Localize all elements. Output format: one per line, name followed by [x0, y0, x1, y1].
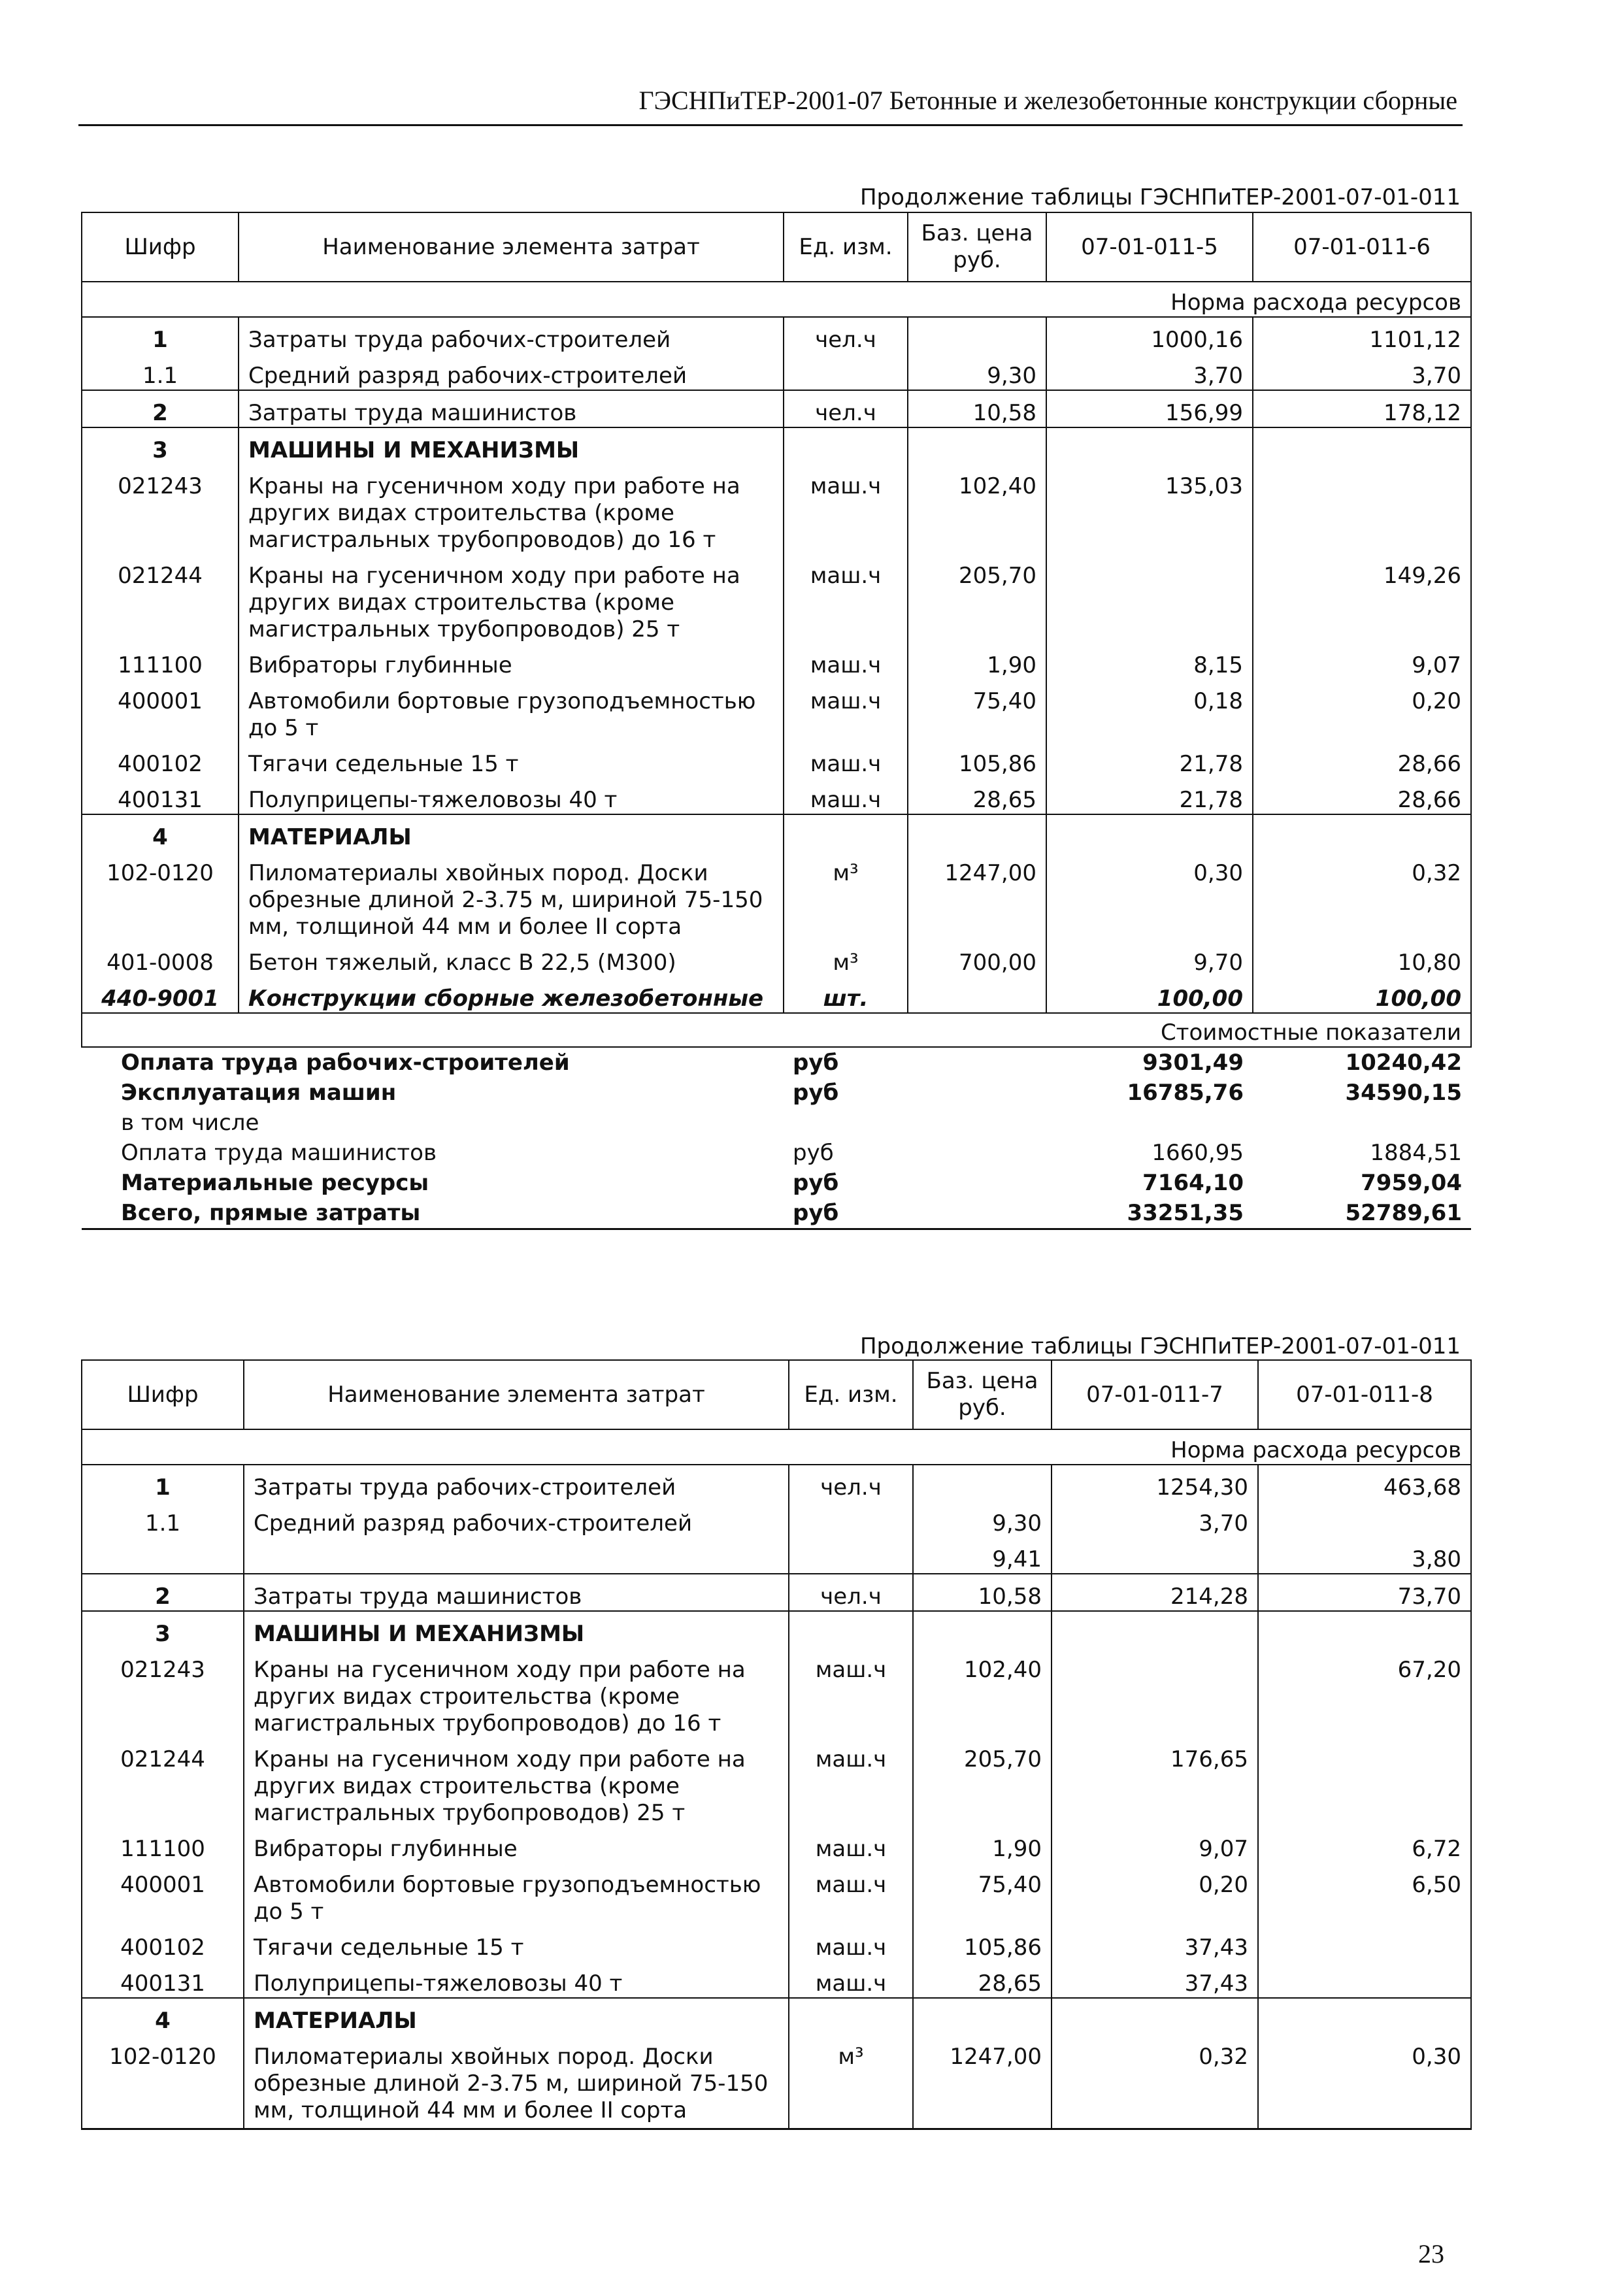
row-value-b: 73,70: [1258, 1574, 1471, 1611]
cost-name: Всего, прямые затраты: [82, 1198, 784, 1229]
col-header-name: Наименование элемента затрат: [244, 1360, 789, 1429]
col-header-name: Наименование элемента затрат: [239, 212, 784, 282]
row-value-a: 9,70: [1046, 940, 1253, 976]
row-code: 3: [82, 1611, 244, 1648]
cost-value-b: 1884,51: [1370, 1140, 1462, 1166]
table-row: [82, 976, 1471, 1013]
cost-row: [82, 1078, 1471, 1108]
row-name: Пиломатериалы хвойных пород. Доски обрезные длиной 2-3.75 м, шириной 75-150 мм, толщиной 44 мм и более II сорта: [244, 2035, 789, 2129]
cost-name: Материальные ресурсы: [121, 1170, 429, 1196]
cost-row: [82, 1108, 1471, 1138]
row-value-b: 3,70: [1253, 354, 1471, 390]
cost-price: [908, 1078, 1046, 1108]
row-price: 9,30: [913, 1501, 1052, 1537]
row-price: 1,90: [908, 643, 1046, 679]
row-name: Краны на гусеничном ходу при работе на других видах строительства (кроме магистральных трубопроводов) до 16 т: [239, 464, 784, 554]
band-costs: Стоимостные показатели: [82, 1013, 1471, 1047]
table-row: [82, 1737, 1471, 1827]
row-code: 102-0120: [82, 851, 239, 940]
table2-caption: Продолжение таблицы ГЭСНПиТЕР-2001-07-01-011: [859, 1333, 1461, 1359]
row-unit: [789, 1537, 913, 1574]
table-row: [82, 1827, 1471, 1863]
row-code: 021243: [82, 1648, 244, 1737]
row-price: [908, 317, 1046, 354]
cost-name: в том числе: [121, 1110, 259, 1136]
row-price: [908, 427, 1046, 464]
row-name: Затраты труда машинистов: [244, 1574, 789, 1611]
row-code: 1: [82, 317, 239, 354]
cost-unit: руб: [793, 1050, 839, 1076]
row-price: 28,65: [913, 1961, 1052, 1998]
table-row: [82, 679, 1471, 742]
row-price: 10,58: [913, 1574, 1052, 1611]
row-value-b: [1258, 1501, 1471, 1537]
row-value-a: [1052, 1537, 1258, 1574]
row-name: Затраты труда рабочих-строителей: [239, 317, 784, 354]
row-unit: чел.ч: [789, 1465, 913, 1501]
row-code: 1.1: [82, 354, 239, 390]
table-row: [82, 643, 1471, 679]
cost-unit: руб: [793, 1140, 834, 1166]
row-value-a: [1046, 814, 1253, 851]
row-code: 021243: [82, 464, 239, 554]
row-code: 400001: [82, 679, 239, 742]
row-unit: [789, 1611, 913, 1648]
row-name: Автомобили бортовые грузоподъемностью до 5 т: [244, 1863, 789, 1925]
row-value-a: 1000,16: [1046, 317, 1253, 354]
row-price: [913, 1998, 1052, 2035]
row-code: 021244: [82, 1737, 244, 1827]
row-name: МАТЕРИАЛЫ: [244, 1998, 789, 2035]
row-price: 205,70: [913, 1737, 1052, 1827]
table-row: [82, 1465, 1471, 1501]
row-value-a: 176,65: [1052, 1737, 1258, 1827]
cost-value-a: 1660,95: [1152, 1140, 1244, 1166]
row-value-b: [1253, 427, 1471, 464]
cost-row: [82, 1198, 1471, 1229]
row-unit: маш.ч: [789, 1961, 913, 1998]
row-value-a: [1052, 1998, 1258, 2035]
row-code: 2: [82, 1574, 244, 1611]
row-price: 205,70: [908, 554, 1046, 643]
row-value-a: 0,18: [1046, 679, 1253, 742]
row-code: 1.1: [82, 1501, 244, 1537]
table-row: [82, 464, 1471, 554]
col-header-price: Баз. цена руб.: [913, 1360, 1052, 1429]
row-value-b: 463,68: [1258, 1465, 1471, 1501]
col-header-a: 07-01-011-7: [1052, 1360, 1258, 1429]
row-value-a: 0,30: [1046, 851, 1253, 940]
col-header-price: Баз. цена руб.: [908, 212, 1046, 282]
row-name: МАТЕРИАЛЫ: [239, 814, 784, 851]
row-price: 75,40: [913, 1863, 1052, 1925]
cost-unit: руб: [784, 1198, 908, 1229]
row-price: 10,58: [908, 390, 1046, 427]
row-value-a: 0,20: [1052, 1863, 1258, 1925]
row-price: [913, 1611, 1052, 1648]
col-header-a: 07-01-011-5: [1046, 212, 1253, 282]
table-row: [82, 317, 1471, 354]
row-code: 1: [82, 1465, 244, 1501]
row-unit: [784, 814, 908, 851]
row-value-a: [1046, 554, 1253, 643]
row-unit: м³: [784, 851, 908, 940]
row-value-b: 10,80: [1253, 940, 1471, 976]
row-unit: маш.ч: [784, 742, 908, 778]
table-row: [82, 354, 1471, 390]
band-row: [82, 1013, 1471, 1047]
row-code: 102-0120: [82, 2035, 244, 2129]
row-price: 105,86: [908, 742, 1046, 778]
cost-price: [908, 1168, 1046, 1198]
cost-unit: руб: [793, 1080, 839, 1106]
row-name: Автомобили бортовые грузоподъемностью до 5 т: [239, 679, 784, 742]
row-name: Бетон тяжелый, класс В 22,5 (М300): [239, 940, 784, 976]
table2-header-row: [82, 1360, 1471, 1429]
cost-price: [908, 1108, 1046, 1138]
row-unit: [789, 1501, 913, 1537]
row-value-b: 9,07: [1253, 643, 1471, 679]
row-value-b: [1253, 464, 1471, 554]
row-unit: маш.ч: [789, 1648, 913, 1737]
row-price: 102,40: [908, 464, 1046, 554]
row-value-a: 9,07: [1052, 1827, 1258, 1863]
row-value-a: 1254,30: [1052, 1465, 1258, 1501]
row-value-a: 21,78: [1046, 742, 1253, 778]
row-unit: маш.ч: [789, 1925, 913, 1961]
row-price: 105,86: [913, 1925, 1052, 1961]
table-row: [82, 940, 1471, 976]
cost-value-a: [1046, 1108, 1253, 1138]
row-unit: чел.ч: [784, 317, 908, 354]
cost-value-b: 10240,42: [1345, 1050, 1462, 1076]
row-name: МАШИНЫ И МЕХАНИЗМЫ: [239, 427, 784, 464]
row-name: Краны на гусеничном ходу при работе на других видах строительства (кроме магистральных трубопроводов) 25 т: [244, 1737, 789, 1827]
row-name: Затраты труда рабочих-строителей: [244, 1465, 789, 1501]
cost-name: Оплата труда машинистов: [121, 1140, 437, 1166]
row-unit: маш.ч: [784, 464, 908, 554]
row-unit: маш.ч: [784, 643, 908, 679]
table-row: [82, 1574, 1471, 1611]
row-name: Пиломатериалы хвойных пород. Доски обрезные длиной 2-3.75 м, шириной 75-150 мм, толщиной 44 мм и более II сорта: [239, 851, 784, 940]
row-price: [913, 1465, 1052, 1501]
row-name: МАШИНЫ И МЕХАНИЗМЫ: [244, 1611, 789, 1648]
table1-header-row: [82, 212, 1471, 282]
table-row: [82, 554, 1471, 643]
row-price: 1,90: [913, 1827, 1052, 1863]
table-row: [82, 427, 1471, 464]
header-rule: [78, 124, 1463, 126]
row-value-a: 0,32: [1052, 2035, 1258, 2129]
row-value-b: [1258, 1737, 1471, 1827]
row-name: Тягачи седельные 15 т: [239, 742, 784, 778]
row-code: 021244: [82, 554, 239, 643]
cost-price: [908, 1047, 1046, 1078]
row-value-b: 3,80: [1258, 1537, 1471, 1574]
row-value-a: 156,99: [1046, 390, 1253, 427]
row-unit: маш.ч: [784, 679, 908, 742]
row-value-b: [1258, 1611, 1471, 1648]
row-value-b: [1258, 1998, 1471, 2035]
row-price: 9,41: [913, 1537, 1052, 1574]
row-name: Тягачи седельные 15 т: [244, 1925, 789, 1961]
row-value-b: 28,66: [1253, 742, 1471, 778]
row-value-b: 6,50: [1258, 1863, 1471, 1925]
table1: [81, 212, 1472, 1230]
row-name: Вибраторы глубинные: [244, 1827, 789, 1863]
table-row: [82, 2035, 1471, 2129]
page-number: 23: [1418, 2239, 1444, 2269]
row-value-a: 21,78: [1046, 778, 1253, 814]
row-unit: чел.ч: [789, 1574, 913, 1611]
cost-row: [82, 1168, 1471, 1198]
row-value-b: [1253, 814, 1471, 851]
row-value-b: 149,26: [1253, 554, 1471, 643]
table-row: [82, 742, 1471, 778]
row-value-b: 67,20: [1258, 1648, 1471, 1737]
row-value-b: 178,12: [1253, 390, 1471, 427]
row-price: 75,40: [908, 679, 1046, 742]
row-value-a: 100,00: [1046, 976, 1253, 1013]
row-unit: м³: [789, 2035, 913, 2129]
row-code: 400131: [82, 1961, 244, 1998]
row-value-b: 100,00: [1253, 976, 1471, 1013]
table-row: [82, 778, 1471, 814]
table2: [81, 1359, 1472, 2130]
row-name: Полуприцепы-тяжеловозы 40 т: [239, 778, 784, 814]
cost-value-a: 16785,76: [1127, 1080, 1244, 1106]
row-value-b: 0,32: [1253, 851, 1471, 940]
table-row: [82, 851, 1471, 940]
row-name: Средний разряд рабочих-строителей: [244, 1501, 789, 1537]
row-value-a: 37,43: [1052, 1961, 1258, 1998]
cost-unit: [784, 1108, 908, 1138]
row-name: Конструкции сборные железобетонные: [239, 976, 784, 1013]
row-unit: маш.ч: [784, 778, 908, 814]
row-code: 111100: [82, 643, 239, 679]
cost-unit: руб: [793, 1170, 839, 1196]
row-value-a: 135,03: [1046, 464, 1253, 554]
cost-price: [908, 1138, 1046, 1168]
row-value-a: 214,28: [1052, 1574, 1258, 1611]
row-value-b: [1258, 1925, 1471, 1961]
table-row: [82, 1648, 1471, 1737]
row-code: 400102: [82, 742, 239, 778]
row-name: Краны на гусеничном ходу при работе на других видах строительства (кроме магистральных трубопроводов) до 16 т: [244, 1648, 789, 1737]
row-value-b: 28,66: [1253, 778, 1471, 814]
cost-price: [908, 1198, 1046, 1229]
cost-name: Оплата труда рабочих-строителей: [121, 1050, 570, 1076]
row-code: 400131: [82, 778, 239, 814]
table-row: [82, 1863, 1471, 1925]
row-unit: маш.ч: [789, 1737, 913, 1827]
col-header-unit: Ед. изм.: [789, 1360, 913, 1429]
table-row: [82, 390, 1471, 427]
row-value-a: [1052, 1648, 1258, 1737]
cost-row: [82, 1138, 1471, 1168]
table-row: [82, 1501, 1471, 1537]
row-value-a: 3,70: [1052, 1501, 1258, 1537]
row-unit: чел.ч: [784, 390, 908, 427]
band-row: [82, 282, 1471, 317]
row-unit: м³: [784, 940, 908, 976]
row-value-b: 0,30: [1258, 2035, 1471, 2129]
cost-value-b: 7959,04: [1361, 1170, 1462, 1196]
row-code: 401-0008: [82, 940, 239, 976]
row-value-a: [1052, 1611, 1258, 1648]
row-value-a: 8,15: [1046, 643, 1253, 679]
cost-value-a: 33251,35: [1046, 1198, 1253, 1229]
row-value-a: [1046, 427, 1253, 464]
table-row: [82, 1611, 1471, 1648]
cost-name: Эксплуатация машин: [121, 1080, 397, 1106]
row-price: [908, 976, 1046, 1013]
row-value-b: [1258, 1961, 1471, 1998]
row-unit: [784, 354, 908, 390]
row-name: Средний разряд рабочих-строителей: [239, 354, 784, 390]
table1-caption: Продолжение таблицы ГЭСНПиТЕР-2001-07-01-011: [859, 184, 1461, 210]
row-unit: [784, 427, 908, 464]
row-unit: [789, 1998, 913, 2035]
row-code: 440-9001: [82, 976, 239, 1013]
row-code: 4: [82, 814, 239, 851]
row-value-a: 3,70: [1046, 354, 1253, 390]
table-row: [82, 1961, 1471, 1998]
row-unit: маш.ч: [784, 554, 908, 643]
row-value-b: 1101,12: [1253, 317, 1471, 354]
row-code: 2: [82, 390, 239, 427]
row-unit: шт.: [784, 976, 908, 1013]
col-header-code: Шифр: [82, 1360, 244, 1429]
table-row: [82, 1537, 1471, 1574]
cost-value-a: 9301,49: [1142, 1050, 1244, 1076]
band-row: [82, 1429, 1471, 1465]
row-price: [908, 814, 1046, 851]
row-price: 700,00: [908, 940, 1046, 976]
cost-value-a: 7164,10: [1142, 1170, 1244, 1196]
row-name: Полуприцепы-тяжеловозы 40 т: [244, 1961, 789, 1998]
table-row: [82, 814, 1471, 851]
row-name: Краны на гусеничном ходу при работе на других видах строительства (кроме магистральных трубопроводов) 25 т: [239, 554, 784, 643]
cost-value-b: [1253, 1108, 1471, 1138]
cost-value-b: 34590,15: [1345, 1080, 1462, 1106]
row-price: 28,65: [908, 778, 1046, 814]
row-value-a: 37,43: [1052, 1925, 1258, 1961]
band-resources: Норма расхода ресурсов: [82, 1429, 1471, 1465]
row-value-b: 6,72: [1258, 1827, 1471, 1863]
row-unit: маш.ч: [789, 1827, 913, 1863]
row-code: 400001: [82, 1863, 244, 1925]
col-header-unit: Ед. изм.: [784, 212, 908, 282]
col-header-b: 07-01-011-6: [1253, 212, 1471, 282]
row-code: [82, 1537, 244, 1574]
row-name: [244, 1537, 789, 1574]
table-row: [82, 1998, 1471, 2035]
band-resources: Норма расхода ресурсов: [82, 282, 1471, 317]
row-price: 102,40: [913, 1648, 1052, 1737]
row-code: 111100: [82, 1827, 244, 1863]
row-price: 1247,00: [913, 2035, 1052, 2129]
document-header-title: ГЭСНПиТЕР-2001-07 Бетонные и железобетонные конструкции сборные: [638, 86, 1457, 115]
col-header-b: 07-01-011-8: [1258, 1360, 1471, 1429]
cost-row: [82, 1047, 1471, 1078]
row-price: 9,30: [908, 354, 1046, 390]
row-unit: маш.ч: [789, 1863, 913, 1925]
col-header-code: Шифр: [82, 212, 239, 282]
row-value-b: 0,20: [1253, 679, 1471, 742]
row-code: 3: [82, 427, 239, 464]
row-code: 400102: [82, 1925, 244, 1961]
row-code: 4: [82, 1998, 244, 2035]
table-row: [82, 1925, 1471, 1961]
cost-value-b: 52789,61: [1253, 1198, 1471, 1229]
row-price: 1247,00: [908, 851, 1046, 940]
row-name: Вибраторы глубинные: [239, 643, 784, 679]
row-name: Затраты труда машинистов: [239, 390, 784, 427]
